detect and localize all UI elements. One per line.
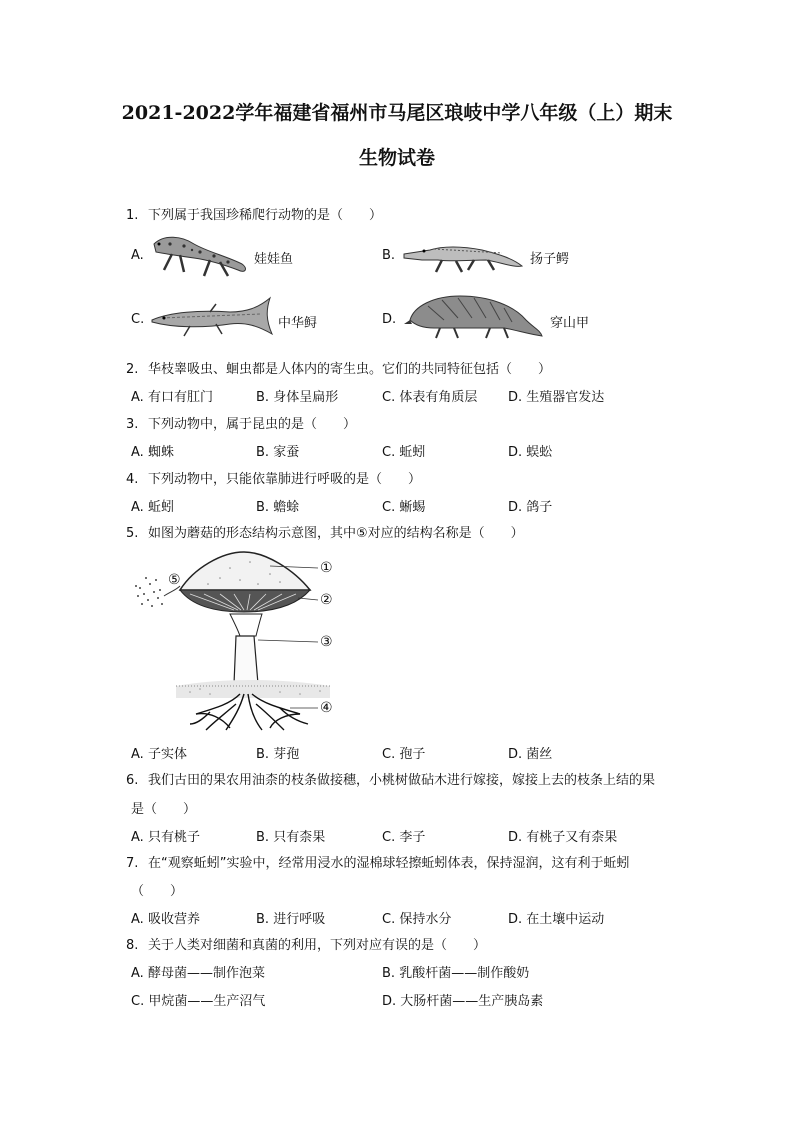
option-8d[interactable]: D. 大肠杆菌——生产胰岛素 [382, 994, 544, 1009]
option-2a[interactable]: A. 有口有肛门 [131, 390, 213, 405]
question-7-line2: （ ） [131, 884, 184, 899]
option-2c[interactable]: C. 体表有角质层 [382, 390, 478, 405]
option-5b[interactable]: B. 芽孢 [256, 747, 300, 762]
figure-label-3: ③ [320, 634, 333, 650]
option-3c[interactable]: C. 蚯蚓 [382, 445, 426, 460]
figure-label-5: ⑤ [168, 572, 181, 588]
option-6c[interactable]: C. 李子 [382, 830, 426, 845]
figure-label-4: ④ [320, 700, 333, 716]
option-1b-text[interactable]: 扬子鳄 [530, 252, 570, 267]
question-8: 8. 关于人类对细菌和真菌的利用，下列对应有误的是（ ） [126, 938, 487, 953]
option-8c[interactable]: C. 甲烷菌——生产沼气 [131, 994, 266, 1009]
question-3: 3. 下列动物中，属于昆虫的是（ ） [126, 417, 357, 432]
option-7c[interactable]: C. 保持水分 [382, 912, 452, 927]
figure-label-2: ② [320, 592, 333, 608]
spore-dots [135, 577, 163, 607]
option-3b[interactable]: B. 家蚕 [256, 445, 300, 460]
option-7d[interactable]: D. 在土壤中运动 [508, 912, 605, 927]
option-4a[interactable]: A. 蚯蚓 [131, 500, 174, 515]
sturgeon-icon [150, 296, 276, 340]
question-6: 6. 我们古田的果农用油柰的枝条做接穗，小桃树做砧木进行嫁接，嫁接上去的枝条上结的果 [126, 773, 656, 788]
option-5d[interactable]: D. 菌丝 [508, 747, 553, 762]
salamander-icon [150, 230, 250, 278]
option-5c[interactable]: C. 孢子 [382, 747, 426, 762]
option-4d[interactable]: D. 鸽子 [508, 500, 553, 515]
question-1: 1. 下列属于我国珍稀爬行动物的是（ ） [126, 208, 383, 223]
option-1b-letter[interactable]: B. [382, 248, 396, 263]
page-subtitle: 生物试卷 [358, 147, 435, 169]
option-3a[interactable]: A. 蜘蛛 [131, 445, 174, 460]
option-6b[interactable]: B. 只有柰果 [256, 830, 326, 845]
option-4c[interactable]: C. 蜥蜴 [382, 500, 426, 515]
option-8a[interactable]: A. 酵母菌——制作泡菜 [131, 966, 265, 981]
option-2b[interactable]: B. 身体呈扁形 [256, 390, 339, 405]
option-6a[interactable]: A. 只有桃子 [131, 830, 200, 845]
option-8b[interactable]: B. 乳酸杆菌——制作酸奶 [382, 966, 530, 981]
option-1a-text[interactable]: 娃娃鱼 [254, 252, 294, 267]
pangolin-icon [404, 290, 544, 340]
question-5: 5. 如图为蘑菇的形态结构示意图，其中⑤对应的结构名称是（ ） [126, 526, 524, 541]
option-6d[interactable]: D. 有桃子又有柰果 [508, 830, 618, 845]
question-2: 2. 华枝睾吸虫、蛔虫都是人体内的寄生虫。它们的共同特征包括（ ） [126, 362, 552, 377]
question-6-line2: 是（ ） [131, 802, 197, 817]
option-4b[interactable]: B. 蟾蜍 [256, 500, 300, 515]
figure-label-1: ① [320, 560, 333, 576]
option-5a[interactable]: A. 子实体 [131, 747, 187, 762]
option-1a-letter[interactable]: A. [131, 248, 144, 263]
question-7: 7. 在“观察蚯蚓”实验中，经常用浸水的湿棉球轻擦蚯蚓体表，保持湿润，这有利于蚯蚓 [126, 856, 630, 871]
page-title: 2021-2022学年福建省福州市马尾区琅岐中学八年级（上）期末 [121, 102, 673, 124]
option-2d[interactable]: D. 生殖器官发达 [508, 390, 605, 405]
option-1d-letter[interactable]: D. [382, 312, 397, 327]
option-7a[interactable]: A. 吸收营养 [131, 912, 200, 927]
option-1c-text[interactable]: 中华鲟 [278, 316, 318, 331]
option-3d[interactable]: D. 蜈蚣 [508, 445, 553, 460]
option-7b[interactable]: B. 进行呼吸 [256, 912, 326, 927]
option-1c-letter[interactable]: C. [131, 312, 145, 327]
question-4: 4. 下列动物中，只能依靠肺进行呼吸的是（ ） [126, 472, 422, 487]
hyphae-roots [190, 694, 308, 730]
alligator-icon [402, 236, 528, 276]
mushroom-diagram [130, 548, 350, 734]
option-1d-text[interactable]: 穿山甲 [550, 316, 590, 331]
